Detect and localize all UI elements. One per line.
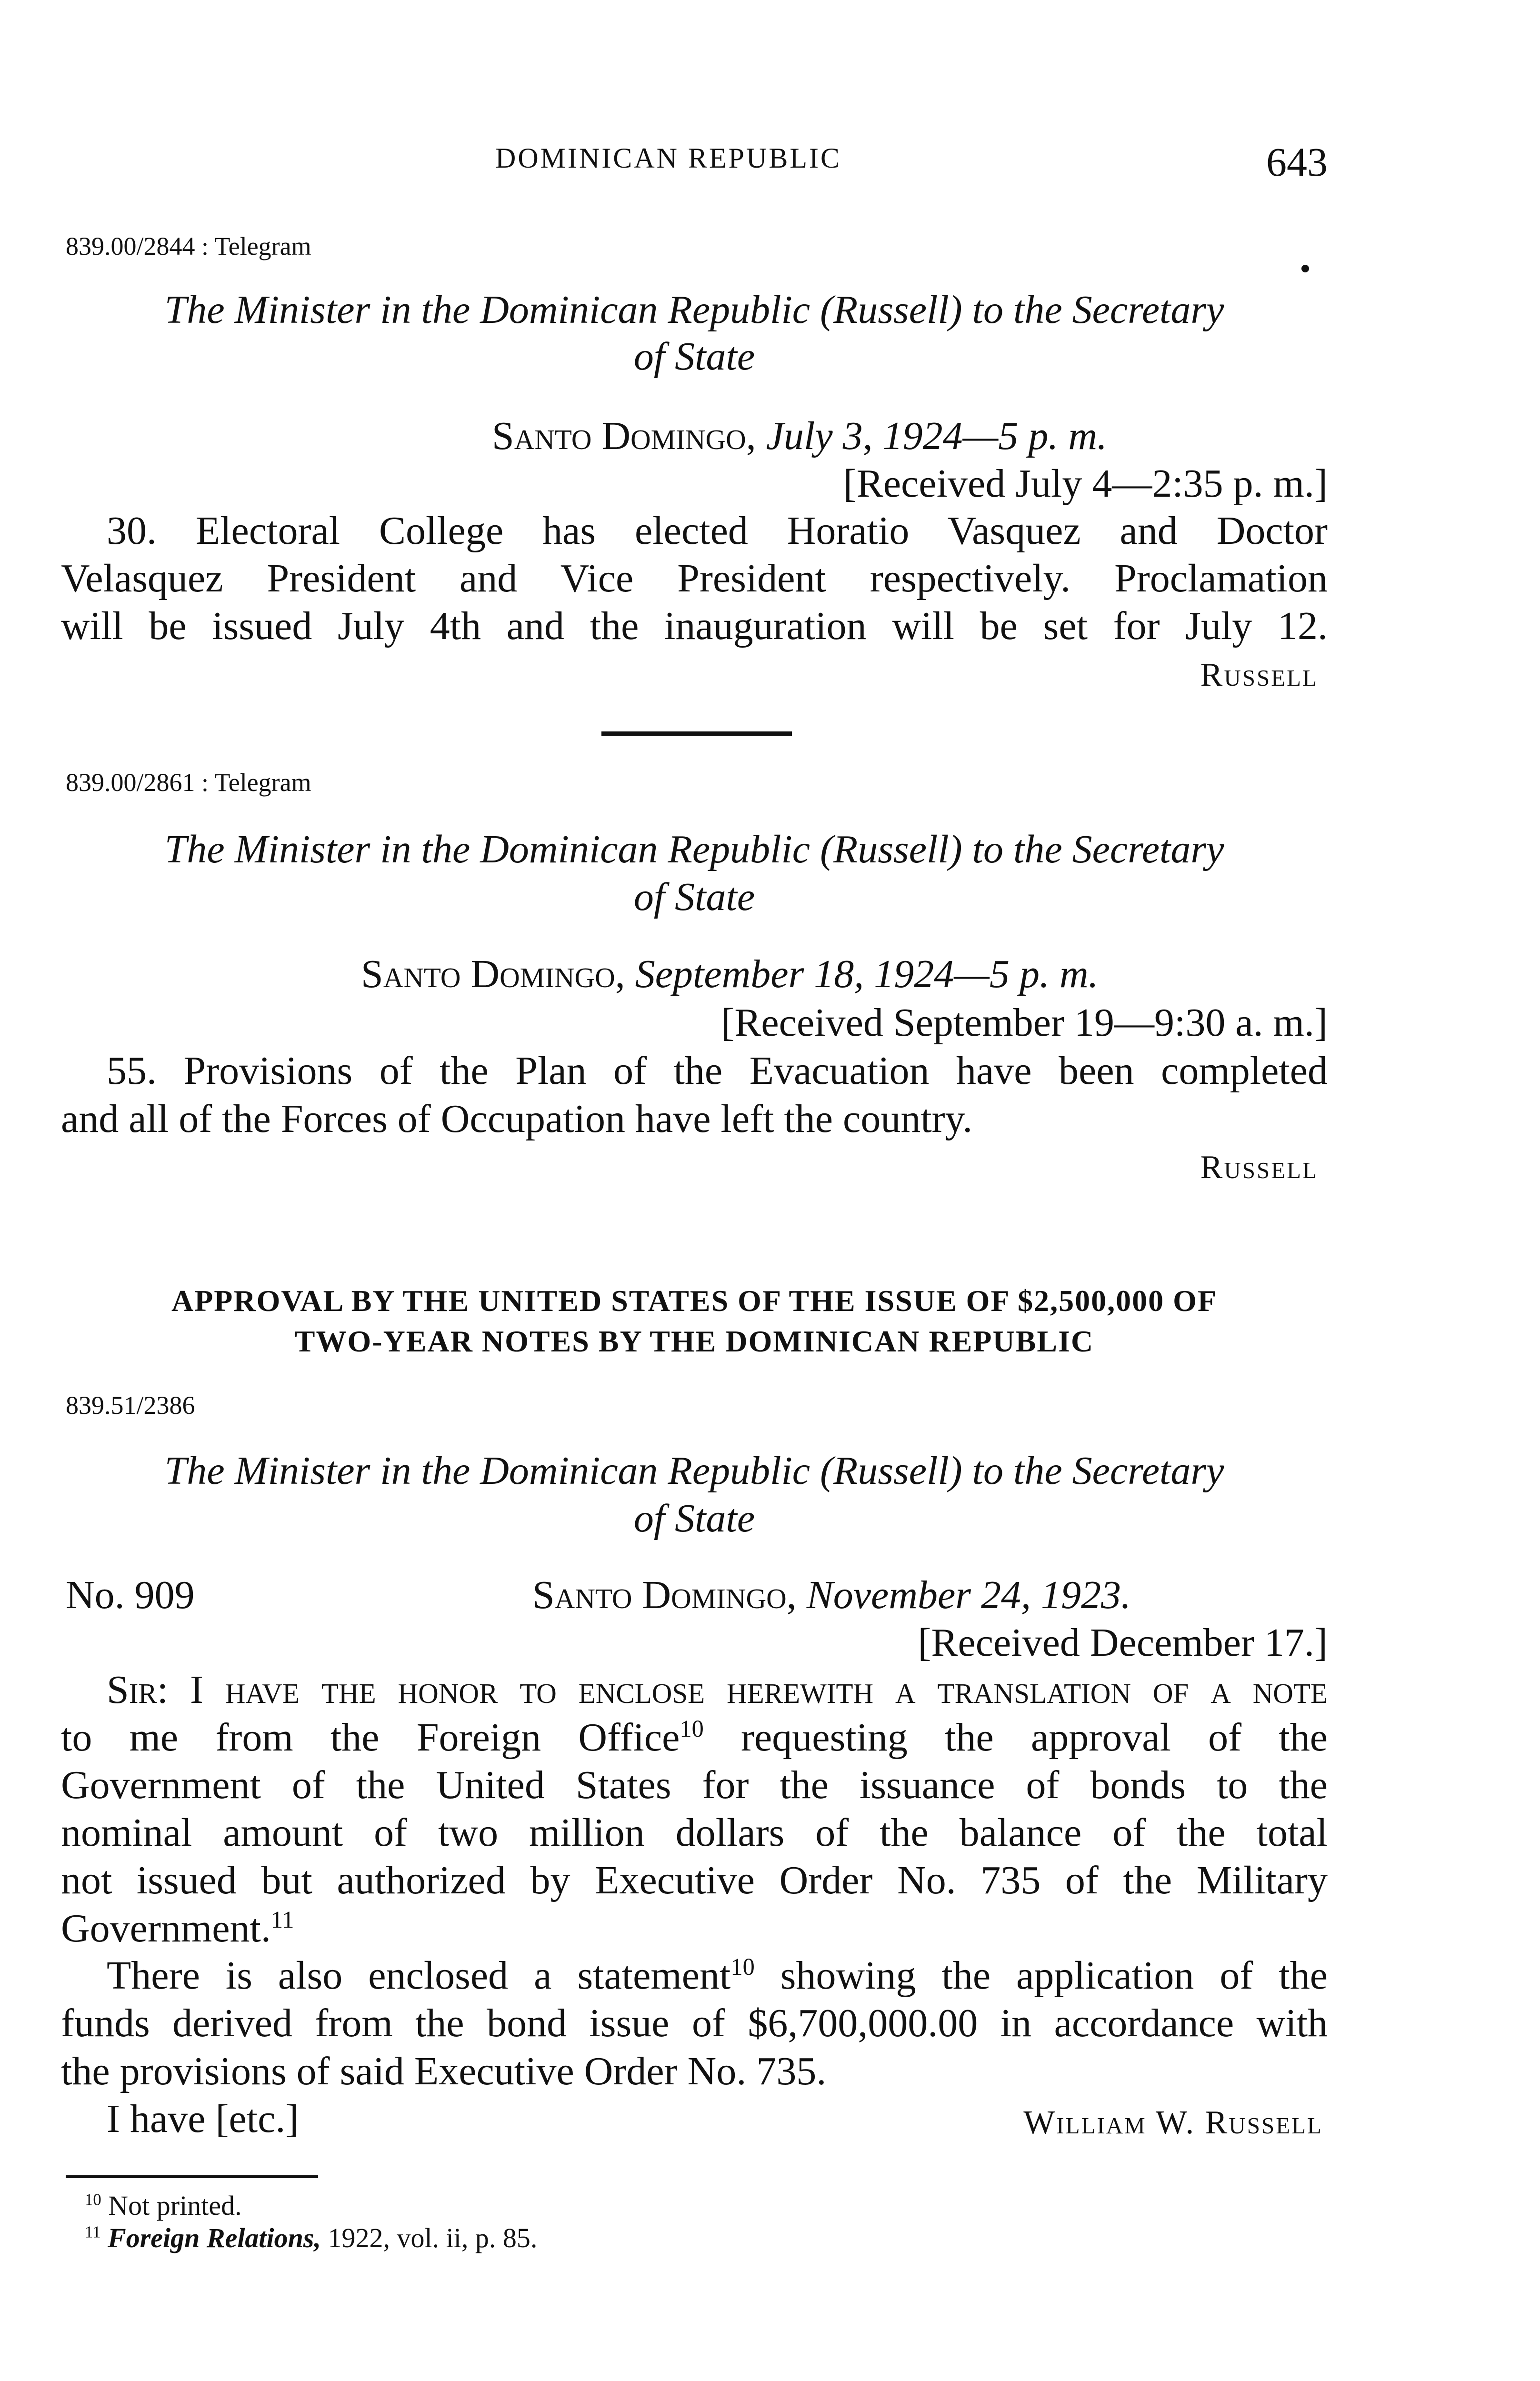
- doc1-signature: Russell: [1200, 657, 1318, 693]
- doc1-received: [Received July 4—2:35 p. m.]: [843, 461, 1328, 506]
- doc2-file-ref: 839.00/2861 : Telegram: [66, 768, 311, 797]
- doc3-para1-line1-text: Sir: I have the honor to enclose herewith a translation of a note: [107, 1668, 1328, 1712]
- doc3-file-ref: 839.51/2386: [66, 1391, 195, 1420]
- footnote-11-italic: Foreign Relations,: [108, 2222, 321, 2253]
- doc3-place: Santo Domingo,: [532, 1573, 797, 1617]
- doc3-date: November 24, 1923.: [806, 1573, 1131, 1617]
- doc1-body-line2: Velasquez President and Vice President respectively. Proclamation: [61, 556, 1328, 600]
- footnote-10-mark: 10: [85, 2190, 101, 2209]
- footnote-ref-10: 10: [680, 1715, 704, 1742]
- page-number: 643: [1266, 139, 1328, 185]
- doc2-body-line2: and all of the Forces of Occupation have left the country.: [61, 1097, 973, 1141]
- doc2-body-line1: 55. Provisions of the Plan of the Evacuation have been completed: [107, 1049, 1328, 1093]
- doc3-para2-line1b: showing the application of the: [754, 1953, 1328, 1998]
- doc3-received: [Received December 17.]: [918, 1621, 1328, 1665]
- doc3-para1-line2b: requesting the approval of the: [703, 1715, 1328, 1760]
- doc1-dateline: [492, 412, 1107, 460]
- doc3-para1-line4: nominal amount of two million dollars of the balance of the total: [61, 1811, 1328, 1855]
- doc3-para1-line2a: to me from the Foreign Office: [61, 1715, 680, 1760]
- doc3-para2-line3: the provisions of said Executive Order No. 735.: [61, 2049, 827, 2093]
- footnote-11-mark: 11: [85, 2222, 101, 2241]
- footnote-ref-10b: 10: [730, 1953, 755, 1980]
- doc1-title-line1: The Minister in the Dominican Republic (Russell) to the Secretary: [164, 288, 1224, 332]
- doc1-body-line1: 30. Electoral College has elected Horatio Vasquez and Doctor: [107, 509, 1328, 553]
- doc3-para1-line3: Government of the United States for the issuance of bonds to the: [61, 1763, 1328, 1807]
- doc1-file-ref: 839.00/2844 : Telegram: [66, 232, 311, 260]
- stray-dot: [1301, 265, 1309, 272]
- running-head: DOMINICAN REPUBLIC: [495, 142, 842, 174]
- doc3-signature: William W. Russell: [1023, 2104, 1323, 2141]
- doc1-place: Santo Domingo,: [492, 414, 756, 458]
- doc1-date: July 3, 1924—5 p. m.: [766, 414, 1107, 458]
- doc3-para2-line1a: There is also enclosed a statement: [107, 1953, 731, 1998]
- doc3-para2-line1: [61, 1952, 1328, 1999]
- document-page: [61, 0, 1328, 2381]
- footnote-10-text: Not printed.: [108, 2190, 242, 2221]
- doc3-para1-line5: not issued but authorized by Executive Order No. 735 of the Military: [61, 1858, 1328, 1902]
- doc2-signature: Russell: [1200, 1149, 1318, 1186]
- doc2-date: September 18, 1924—5 p. m.: [635, 952, 1099, 996]
- doc2-received: [Received September 19—9:30 a. m.]: [721, 1000, 1328, 1045]
- doc3-number: No. 909: [66, 1573, 195, 1617]
- doc3-dateline: [532, 1571, 1131, 1619]
- doc3-closing: I have [etc.]: [107, 2097, 299, 2141]
- doc3-para1-line6: [61, 1905, 294, 1952]
- doc3-para1-line6-text: Government.: [61, 1906, 271, 1951]
- footnote-rule: [66, 2175, 318, 2178]
- footnote-ref-11: 11: [270, 1906, 294, 1933]
- doc2-dateline: [361, 950, 1099, 998]
- doc1-body-line3: will be issued July 4th and the inauguration will be set for July 12.: [61, 604, 1328, 648]
- footnote-10: [85, 2190, 242, 2221]
- footnote-11-text: 1922, vol. ii, p. 85.: [321, 2222, 538, 2253]
- doc3-title-line2: of State: [633, 1496, 755, 1541]
- doc3-para1-line2: [61, 1714, 1328, 1761]
- doc3-title-line1: The Minister in the Dominican Republic (Russell) to the Secretary: [164, 1449, 1224, 1493]
- doc3-para1-line1: [61, 1667, 1328, 1713]
- doc2-title-line1: The Minister in the Dominican Republic (Russell) to the Secretary: [164, 827, 1224, 871]
- doc2-place: Santo Domingo,: [361, 952, 625, 996]
- doc1-title-line2: of State: [633, 334, 755, 379]
- section-title-line2: TWO-YEAR NOTES BY THE DOMINICAN REPUBLIC: [294, 1324, 1094, 1358]
- section-title-line1: APPROVAL BY THE UNITED STATES OF THE ISSUE OF $2,500,000 OF: [171, 1284, 1218, 1318]
- doc2-title-line2: of State: [633, 875, 755, 919]
- footnote-11: [85, 2222, 537, 2254]
- separator-rule: [601, 731, 792, 736]
- doc3-para2-line2: funds derived from the bond issue of $6,700,000.00 in accordance with: [61, 2001, 1328, 2045]
